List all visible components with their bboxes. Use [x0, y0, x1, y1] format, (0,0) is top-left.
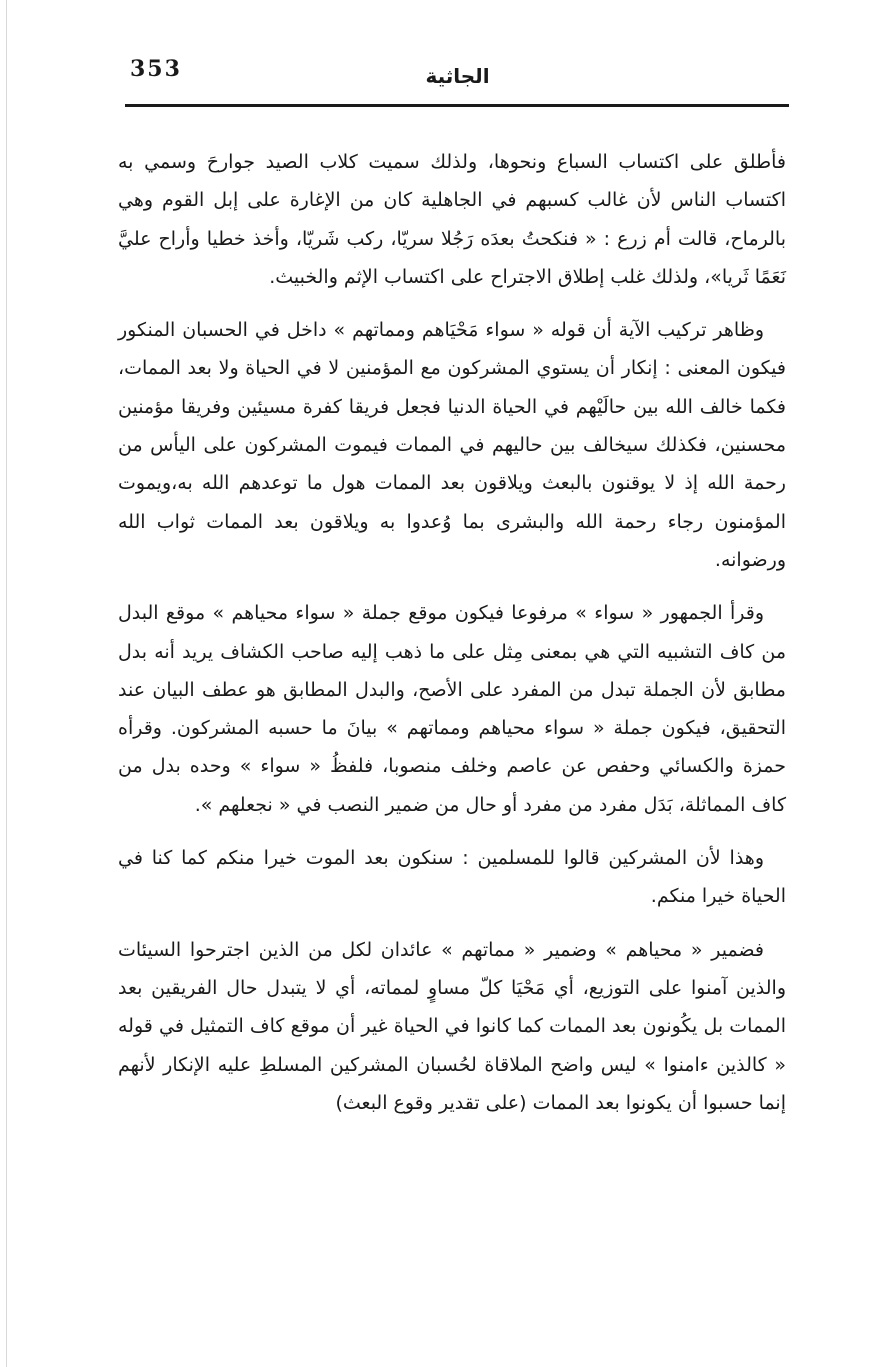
- paragraph: وهذا لأن المشركين قالوا للمسلمين : سنكون بعد الموت خيرا منكم كما كنا في الحياة خيرا منكم.: [118, 847, 786, 908]
- page-header: [125, 50, 790, 112]
- running-title: الجاثية: [425, 64, 490, 88]
- paragraph: وقرأ الجمهور « سواء » مرفوعا فيكون موقع جملة « سواء محياهم » موقع البدل من كاف التشبيه التي هي بمعنى مِثل على ما ذهب إليه صاحب الكشاف يريد أنه بدل مطابق لأن الجملة تبدل من المفرد على الأصح، والبدل المطابق هو عطف البيان عند التحقيق، فيكون جملة « سواء محياهم ومماتهم » بيانَ ما حسبه المشركون. وقرأه حمزة والكسائي وحفص عن عاصم وخلف منصوبا، فلفظُ « سواء » وحده بدل من كاف المماثلة، بَدَل مفرد من مفرد أو حال من ضمير النصب في « نجعلهم ».: [118, 602, 786, 816]
- paragraph: وظاهر تركيب الآية أن قوله « سواء مَحْيَاهم ومماتهم » داخل في الحسبان المنكور فيكون المعنى : إنكار أن يستوي المشركون مع المؤمنين لا في الحياة ولا بعد الممات، فكما خالف الله بين حالَيْهم في الحياة الدنيا فجعل فريقا كفرة مسيئين وفريقا مؤمنين محسنين، فكذلك سيخالف بين حاليهم في الممات فيموت المشركون على اليأس من رحمة الله إذ لا يوقنون بالبعث ويلاقون بعد الممات هول ما توعدهم الله به،ويموت المؤمنون رجاء رحمة الله والبشرى بما وُعدوا به ويلاقون بعد الممات ثواب الله ورضوانه.: [118, 319, 786, 571]
- body-text: [118, 143, 786, 1122]
- header-rule: [125, 104, 789, 107]
- page-edge-line: [6, 0, 7, 1367]
- page-number: 353: [130, 56, 182, 82]
- paragraph: فأطلق على اكتساب السباع ونحوها، ولذلك سميت كلاب الصيد جوارحَ وسمي به اكتساب الناس لأن غالب كسبهم في الجاهلية كان من الإغارة على إبل القوم وهي بالرماح، قالت أم زرع : « فنكحتُ بعدَه رَجُلا سريّا، ركب شَريّا، وأخذ خطيا وأراح عليَّ نَعَمًا ثَريا»، ولذلك غلب إطلاق الاجتراح على اكتساب الإثم والخبيث.: [118, 151, 786, 288]
- paragraph: فضمير « محياهم » وضمير « مماتهم » عائدان لكل من الذين اجترحوا السيئات والذين آمنوا على التوزيع، أي مَحْيَا كلّ مساوٍ لمماته، أي لا يتبدل حال الفريقين بعد الممات بل يكُونون بعد الممات كما كانوا في الحياة غير أن موقع كاف التمثيل في قوله « كالذين ءامنوا » ليس واضح الملاقاة لحُسبان المشركين المسلطِ عليه الإنكار لأنهم إنما حسبوا أن يكونوا بعد الممات (على تقدير وقوع البعث): [118, 938, 786, 1114]
